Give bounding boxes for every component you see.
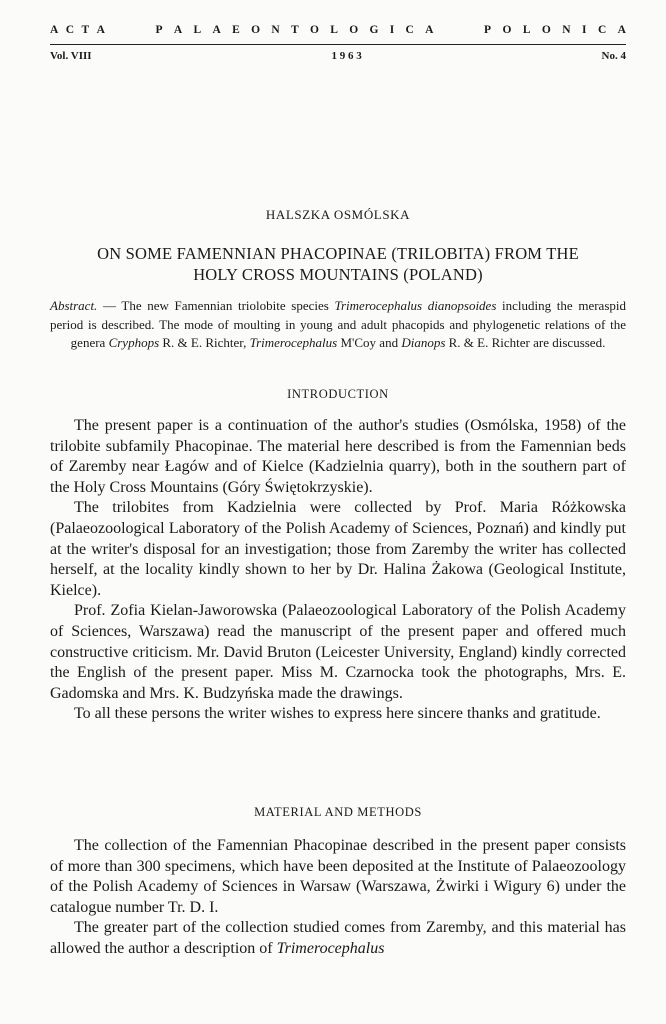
material-methods-heading: MATERIAL AND METHODS (254, 805, 422, 819)
material-paragraph-2-text: The greater part of the collection studied comes from Zaremby, and this material has allowed the author a description of (50, 919, 626, 957)
year: 1 9 6 3 (331, 50, 362, 62)
abstract-text-1: — The new Famennian triolobite species (97, 298, 335, 313)
paper-title (50, 243, 626, 285)
intro-paragraph-3: Prof. Zofia Kielan-Jaworowska (Palaeozoological Laboratory of the Polish Academy of Sciences, Warszawa) read the manuscript of the present paper and offered much constructive criticism. Mr. David Bruton (Leicester University, England) kindly corrected the English of the present paper. Miss M. Czarnocka took the photographs, Mrs. E. Gadomska and Mrs. K. Budzyńska made the drawings. (50, 602, 626, 702)
volume: Vol. VIII (50, 50, 92, 62)
abstract-species: Trimerocephalus dianopsoides (334, 298, 497, 313)
issue-number: No. 4 (601, 50, 626, 62)
issue-line (50, 50, 626, 62)
abstract-genus-trimerocephalus: Trimerocephalus (249, 335, 338, 351)
intro-paragraph-1: The present paper is a continuation of the author's studies (Osmólska, 1958) of the trilobite subfamily Phacopinae. The material here described is from the Famennian beds of Zaremby near Łagów and of Kielce (Kadzielnia quarry), both in the southern part of the Holy Cross Mountains (Góry Świętokrzyskie). (50, 417, 626, 496)
author: HALSZKA OSMÓLSKA (265, 207, 411, 222)
abstract-text-5: R. & E. Richter are discussed. (445, 335, 606, 351)
journal-title (50, 24, 626, 36)
abstract-genus-dianops: Dianops (401, 335, 446, 351)
title-line-1: ON SOME FAMENNIAN PHACOPINAE (TRILOBITA) FROM THE (97, 244, 579, 263)
journal-word-palaeontologica: P A L A E O N T O L O G I C A (155, 24, 434, 36)
intro-paragraph-4: To all these persons the writer wishes to express here sincere thanks and gratitude. (74, 705, 601, 723)
abstract-genus-cryphops: Cryphops (108, 335, 160, 351)
material-methods-body (50, 836, 626, 960)
abstract-label: Abstract. (50, 298, 98, 313)
title-line-2: HOLY CROSS MOUNTAINS (POLAND) (193, 265, 483, 284)
introduction-heading: INTRODUCTION (287, 387, 389, 401)
abstract-text-2: including the meraspid period is described. The mode of moulting in young and adult phacopids and phylogenetic relations of the genera (50, 298, 626, 351)
material-paragraph-1: The collection of the Famennian Phacopinae described in the present paper consists of more than 300 specimens, which have been deposited at the Institute of Palaeozoology of the Polish Academy of Sciences in Warsaw (Warszawa, Żwirki i Wigury 6) under the catalogue number Tr. D. I. (50, 837, 626, 916)
intro-paragraph-2: The trilobites from Kadzielnia were collected by Prof. Maria Różkowska (Palaeozoological Laboratory of the Polish Academy of Sciences, Poznań) and kindly put at the writer's disposal for an investigation; those from Zaremby the writer has collected herself, at the locality kindly shown to her by Dr. Halina Żakowa (Geological Institute, Kielce). (50, 499, 626, 599)
material-paragraph-2 (50, 918, 626, 959)
journal-word-acta: A C T A (50, 24, 105, 36)
abstract-text-3: R. & E. Richter, (159, 335, 250, 351)
material-paragraph-2-genus: Trimerocephalus (276, 939, 385, 957)
header-rule (50, 44, 626, 45)
introduction-body (50, 416, 626, 725)
abstract-text-4: M'Coy and (337, 335, 402, 351)
journal-word-polonica: P O L O N I C A (484, 24, 626, 36)
abstract (50, 297, 626, 353)
